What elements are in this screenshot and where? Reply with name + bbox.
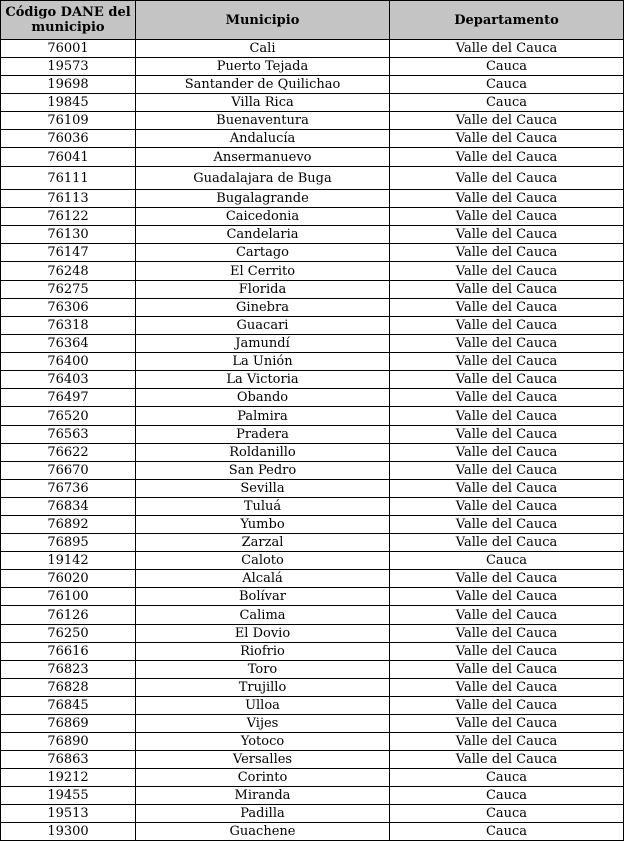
cell-codigo-dane: 76863 xyxy=(1,751,136,769)
cell-codigo-dane: 76400 xyxy=(1,353,136,371)
table-row xyxy=(1,643,624,661)
cell-codigo-dane: 19300 xyxy=(1,823,136,841)
cell-codigo-dane: 76036 xyxy=(1,130,136,148)
cell-departamento: Cauca xyxy=(390,823,624,841)
cell-municipio: El Cerrito xyxy=(136,262,390,281)
cell-municipio: Sevilla xyxy=(136,480,390,498)
cell-codigo-dane: 19212 xyxy=(1,769,136,787)
table-row xyxy=(1,190,624,208)
cell-municipio: Versalles xyxy=(136,751,390,769)
table-row xyxy=(1,679,624,697)
header-municipio: Municipio xyxy=(136,1,390,40)
cell-codigo-dane: 76275 xyxy=(1,281,136,299)
cell-departamento: Valle del Cauca xyxy=(390,208,624,226)
table-row xyxy=(1,167,624,190)
cell-codigo-dane: 76318 xyxy=(1,317,136,335)
cell-municipio: Florida xyxy=(136,281,390,299)
cell-departamento: Valle del Cauca xyxy=(390,733,624,751)
cell-municipio: Alcalá xyxy=(136,570,390,588)
cell-municipio: Guachene xyxy=(136,823,390,841)
cell-codigo-dane: 76306 xyxy=(1,299,136,317)
table-row xyxy=(1,787,624,805)
cell-municipio: Guacari xyxy=(136,317,390,335)
table-row xyxy=(1,588,624,606)
cell-municipio: Pradera xyxy=(136,426,390,444)
cell-municipio: Ulloa xyxy=(136,697,390,715)
cell-codigo-dane: 76113 xyxy=(1,190,136,208)
cell-departamento: Cauca xyxy=(390,769,624,787)
cell-departamento: Valle del Cauca xyxy=(390,426,624,444)
cell-departamento: Valle del Cauca xyxy=(390,480,624,498)
cell-departamento: Cauca xyxy=(390,94,624,112)
table-row xyxy=(1,516,624,534)
cell-municipio: Trujillo xyxy=(136,679,390,697)
cell-codigo-dane: 76563 xyxy=(1,426,136,444)
cell-municipio: Caicedonia xyxy=(136,208,390,226)
cell-departamento: Valle del Cauca xyxy=(390,40,624,58)
cell-municipio: Palmira xyxy=(136,407,390,426)
cell-municipio: Santander de Quilichao xyxy=(136,76,390,94)
cell-codigo-dane: 19513 xyxy=(1,805,136,823)
table-row xyxy=(1,570,624,588)
cell-departamento: Cauca xyxy=(390,76,624,94)
cell-municipio: Buenaventura xyxy=(136,112,390,130)
table-row xyxy=(1,823,624,841)
cell-departamento: Valle del Cauca xyxy=(390,130,624,148)
cell-municipio: Cali xyxy=(136,40,390,58)
cell-departamento: Valle del Cauca xyxy=(390,444,624,462)
cell-municipio: Miranda xyxy=(136,787,390,805)
table-row xyxy=(1,697,624,715)
cell-codigo-dane: 76147 xyxy=(1,244,136,262)
cell-departamento: Valle del Cauca xyxy=(390,625,624,643)
cell-departamento: Valle del Cauca xyxy=(390,643,624,661)
cell-municipio: Jamundí xyxy=(136,335,390,353)
cell-codigo-dane: 76736 xyxy=(1,480,136,498)
cell-municipio: Puerto Tejada xyxy=(136,58,390,76)
cell-departamento: Valle del Cauca xyxy=(390,281,624,299)
cell-departamento: Valle del Cauca xyxy=(390,389,624,407)
cell-codigo-dane: 19698 xyxy=(1,76,136,94)
cell-departamento: Valle del Cauca xyxy=(390,606,624,625)
cell-codigo-dane: 76892 xyxy=(1,516,136,534)
cell-municipio: Villa Rica xyxy=(136,94,390,112)
table-row xyxy=(1,715,624,733)
cell-departamento: Valle del Cauca xyxy=(390,661,624,679)
cell-departamento: Valle del Cauca xyxy=(390,299,624,317)
cell-codigo-dane: 76616 xyxy=(1,643,136,661)
cell-codigo-dane: 76100 xyxy=(1,588,136,606)
cell-codigo-dane: 76001 xyxy=(1,40,136,58)
cell-departamento: Valle del Cauca xyxy=(390,167,624,190)
cell-departamento: Cauca xyxy=(390,805,624,823)
cell-departamento: Valle del Cauca xyxy=(390,534,624,552)
table-row xyxy=(1,444,624,462)
cell-departamento: Valle del Cauca xyxy=(390,148,624,167)
cell-departamento: Cauca xyxy=(390,58,624,76)
cell-departamento: Cauca xyxy=(390,787,624,805)
cell-departamento: Valle del Cauca xyxy=(390,588,624,606)
table-row xyxy=(1,805,624,823)
cell-municipio: Caloto xyxy=(136,552,390,570)
cell-municipio: Bugalagrande xyxy=(136,190,390,208)
cell-departamento: Valle del Cauca xyxy=(390,335,624,353)
cell-municipio: Zarzal xyxy=(136,534,390,552)
cell-codigo-dane: 76895 xyxy=(1,534,136,552)
cell-departamento: Valle del Cauca xyxy=(390,353,624,371)
cell-codigo-dane: 76869 xyxy=(1,715,136,733)
table-row xyxy=(1,534,624,552)
cell-codigo-dane: 76834 xyxy=(1,498,136,516)
cell-municipio: Calima xyxy=(136,606,390,625)
cell-codigo-dane: 76020 xyxy=(1,570,136,588)
cell-departamento: Valle del Cauca xyxy=(390,715,624,733)
cell-codigo-dane: 19455 xyxy=(1,787,136,805)
cell-municipio: Roldanillo xyxy=(136,444,390,462)
table-row xyxy=(1,751,624,769)
table-row xyxy=(1,281,624,299)
cell-municipio: La Unión xyxy=(136,353,390,371)
cell-municipio: Yotoco xyxy=(136,733,390,751)
header-codigo-dane: Código DANE del municipio xyxy=(1,1,136,40)
table-row xyxy=(1,769,624,787)
cell-codigo-dane: 76670 xyxy=(1,462,136,480)
table-row xyxy=(1,40,624,58)
table-row xyxy=(1,58,624,76)
table-row xyxy=(1,148,624,167)
table-row xyxy=(1,371,624,389)
cell-municipio: Riofrio xyxy=(136,643,390,661)
table-row xyxy=(1,353,624,371)
table-body xyxy=(1,40,624,841)
cell-codigo-dane: 76111 xyxy=(1,167,136,190)
cell-codigo-dane: 76520 xyxy=(1,407,136,426)
table-row xyxy=(1,480,624,498)
cell-codigo-dane: 76364 xyxy=(1,335,136,353)
table-header-row xyxy=(1,1,624,40)
cell-departamento: Valle del Cauca xyxy=(390,516,624,534)
cell-codigo-dane: 76845 xyxy=(1,697,136,715)
cell-departamento: Valle del Cauca xyxy=(390,190,624,208)
table-row xyxy=(1,130,624,148)
cell-departamento: Valle del Cauca xyxy=(390,462,624,480)
table-row xyxy=(1,335,624,353)
cell-municipio: Corinto xyxy=(136,769,390,787)
cell-departamento: Valle del Cauca xyxy=(390,244,624,262)
cell-municipio: El Dovio xyxy=(136,625,390,643)
table-row xyxy=(1,317,624,335)
cell-departamento: Valle del Cauca xyxy=(390,751,624,769)
cell-municipio: La Victoria xyxy=(136,371,390,389)
table-row xyxy=(1,112,624,130)
cell-codigo-dane: 76130 xyxy=(1,226,136,244)
cell-departamento: Valle del Cauca xyxy=(390,112,624,130)
table-row xyxy=(1,262,624,281)
cell-codigo-dane: 76248 xyxy=(1,262,136,281)
cell-departamento: Valle del Cauca xyxy=(390,697,624,715)
cell-departamento: Valle del Cauca xyxy=(390,679,624,697)
table-row xyxy=(1,462,624,480)
table-row xyxy=(1,625,624,643)
cell-codigo-dane: 76890 xyxy=(1,733,136,751)
cell-departamento: Valle del Cauca xyxy=(390,498,624,516)
table-row xyxy=(1,661,624,679)
table-row xyxy=(1,606,624,625)
cell-municipio: Ansermanuevo xyxy=(136,148,390,167)
table-row xyxy=(1,498,624,516)
cell-departamento: Valle del Cauca xyxy=(390,317,624,335)
cell-municipio: Toro xyxy=(136,661,390,679)
cell-municipio: Ginebra xyxy=(136,299,390,317)
cell-municipio: Yumbo xyxy=(136,516,390,534)
cell-codigo-dane: 19573 xyxy=(1,58,136,76)
cell-departamento: Valle del Cauca xyxy=(390,262,624,281)
cell-departamento: Valle del Cauca xyxy=(390,371,624,389)
table-row xyxy=(1,389,624,407)
table-row xyxy=(1,426,624,444)
cell-codigo-dane: 76622 xyxy=(1,444,136,462)
cell-municipio: Vijes xyxy=(136,715,390,733)
table-row xyxy=(1,94,624,112)
table-row xyxy=(1,299,624,317)
cell-codigo-dane: 76109 xyxy=(1,112,136,130)
table-row xyxy=(1,733,624,751)
header-departamento: Departamento xyxy=(390,1,624,40)
cell-codigo-dane: 76823 xyxy=(1,661,136,679)
cell-codigo-dane: 76122 xyxy=(1,208,136,226)
table-row xyxy=(1,244,624,262)
table-row xyxy=(1,226,624,244)
cell-codigo-dane: 76250 xyxy=(1,625,136,643)
cell-departamento: Valle del Cauca xyxy=(390,570,624,588)
cell-municipio: Obando xyxy=(136,389,390,407)
cell-municipio: Tuluá xyxy=(136,498,390,516)
cell-codigo-dane: 76041 xyxy=(1,148,136,167)
cell-municipio: Padilla xyxy=(136,805,390,823)
cell-codigo-dane: 76828 xyxy=(1,679,136,697)
cell-codigo-dane: 19142 xyxy=(1,552,136,570)
cell-departamento: Valle del Cauca xyxy=(390,407,624,426)
cell-municipio: San Pedro xyxy=(136,462,390,480)
cell-codigo-dane: 76126 xyxy=(1,606,136,625)
cell-codigo-dane: 76403 xyxy=(1,371,136,389)
cell-departamento: Cauca xyxy=(390,552,624,570)
table-row xyxy=(1,208,624,226)
table-row xyxy=(1,552,624,570)
cell-municipio: Cartago xyxy=(136,244,390,262)
cell-codigo-dane: 76497 xyxy=(1,389,136,407)
table-row xyxy=(1,76,624,94)
cell-municipio: Guadalajara de Buga xyxy=(136,167,390,190)
cell-codigo-dane: 19845 xyxy=(1,94,136,112)
cell-municipio: Andalucía xyxy=(136,130,390,148)
cell-municipio: Bolívar xyxy=(136,588,390,606)
cell-departamento: Valle del Cauca xyxy=(390,226,624,244)
cell-municipio: Candelaria xyxy=(136,226,390,244)
table-row xyxy=(1,407,624,426)
